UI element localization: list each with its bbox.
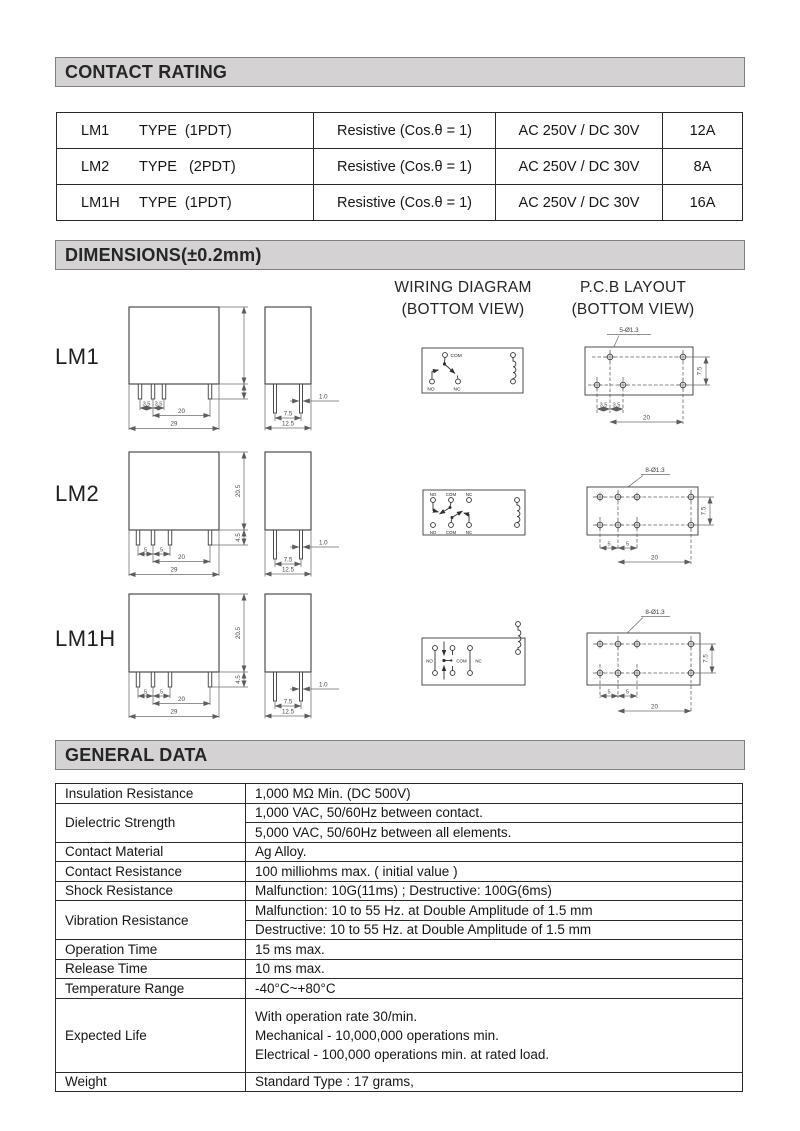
spec-value: 10 ms max. xyxy=(246,959,743,979)
wiring-diagram-subtitle: (BOTTOM VIEW) xyxy=(401,301,525,318)
side-dim-pitch: 7.5 xyxy=(283,556,293,564)
spec-label: Weight xyxy=(56,1072,246,1092)
spec-value-line: Electrical - 100,000 operations min. at rated load. xyxy=(255,1046,550,1062)
table-row xyxy=(56,1072,743,1092)
spec-label: Vibration Resistance xyxy=(56,901,246,940)
pcb-hole-callout: 5-Ø1.3 xyxy=(619,327,639,334)
spec-value-group xyxy=(246,998,743,1072)
table-row xyxy=(56,803,743,823)
front-dim-c: 20 xyxy=(178,554,185,561)
pcb-layout-header xyxy=(558,277,708,321)
lm1-side-view-drawing xyxy=(253,297,348,432)
pcb-dim-d: 7.5 xyxy=(696,366,704,376)
side-dim-pin-width: 1.0 xyxy=(319,539,328,547)
spec-value: Malfunction: 10G(11ms) ; Destructive: 100G(6ms) xyxy=(246,881,743,901)
section-header-dimensions xyxy=(55,240,745,270)
table-row xyxy=(56,998,743,1072)
cell-load: Resistive (Cos.θ = 1) xyxy=(314,113,496,149)
cell-type xyxy=(57,149,314,185)
model-label-lm2: LM2 xyxy=(55,481,100,506)
contact-rating-table xyxy=(56,112,743,221)
general-data-table xyxy=(55,783,743,1092)
lm1h-pcb-layout xyxy=(573,600,748,722)
spec-label: Expected Life xyxy=(56,998,246,1072)
spec-value: 15 ms max. xyxy=(246,940,743,960)
table-row xyxy=(56,901,743,921)
lm2-wiring-diagram xyxy=(417,485,535,543)
pcb-dim-d: 7.5 xyxy=(700,506,708,516)
front-dim-d: 29 xyxy=(170,566,178,574)
side-dim-depth: 12.5 xyxy=(281,566,295,574)
lm1h-side-view-drawing xyxy=(253,585,348,720)
pcb-dim-c: 20 xyxy=(643,414,650,422)
pcb-layout-title: P.C.B LAYOUT xyxy=(579,279,687,296)
spec-label: Operation Time xyxy=(56,940,246,960)
spec-label: Shock Resistance xyxy=(56,881,246,901)
cell-load: Resistive (Cos.θ = 1) xyxy=(314,149,496,185)
section-title-general-data: GENERAL DATA xyxy=(65,744,208,765)
pcb-dim-b: 5 xyxy=(625,689,630,696)
side-dim-pitch: 7.5 xyxy=(283,410,293,418)
model-type: TYPE (2PDT) xyxy=(139,158,236,175)
pcb-dim-a: 5 xyxy=(607,541,611,548)
front-dim-b: 5 xyxy=(159,547,164,554)
pcb-hole-callout: 8-Ø1.3 xyxy=(645,467,665,474)
table-row xyxy=(56,959,743,979)
section-title-contact-rating: CONTACT RATING xyxy=(65,61,228,82)
front-dim-h2: 4.5 xyxy=(235,675,242,684)
cell-current: 8A xyxy=(663,149,743,185)
pcb-hole-callout: 8-Ø1.3 xyxy=(645,609,665,616)
spec-label: Temperature Range xyxy=(56,979,246,999)
wiring-label-nc-top: NC xyxy=(465,492,473,497)
wiring-label-com: COM xyxy=(456,658,467,664)
lm1h-wiring-diagram xyxy=(417,610,535,690)
spec-value: 100 milliohms max. ( initial value ) xyxy=(246,862,743,882)
side-dim-pitch: 7.5 xyxy=(283,698,293,706)
spec-label: Dielectric Strength xyxy=(56,803,246,842)
front-dim-b: 5 xyxy=(159,689,164,696)
spec-value: Malfunction: 10 to 55 Hz. at Double Amplitude of 1.5 mm xyxy=(246,901,743,921)
pcb-dim-c: 20 xyxy=(651,554,658,562)
spec-value: 1,000 VAC, 50/60Hz between contact. xyxy=(246,803,743,823)
wiring-label-no: NO xyxy=(427,387,435,393)
front-dim-h: 20.5 xyxy=(235,484,242,498)
section-header-general-data xyxy=(55,740,745,770)
spec-value: Standard Type : 17 grams, xyxy=(246,1072,743,1092)
side-dim-depth: 12.5 xyxy=(281,708,295,716)
side-dim-depth: 12.5 xyxy=(281,420,295,428)
spec-value: Ag Alloy. xyxy=(246,842,743,862)
table-row xyxy=(56,881,743,901)
cell-current: 16A xyxy=(663,185,743,221)
front-dim-c: 20 xyxy=(178,696,185,703)
table-row xyxy=(56,862,743,882)
pcb-dim-a: 5 xyxy=(607,689,611,696)
contact-rating-row-lm1 xyxy=(57,113,743,149)
wiring-label-nc: NC xyxy=(475,658,482,664)
wiring-label-no: NO xyxy=(426,658,433,664)
lm2-pcb-layout xyxy=(573,458,748,572)
front-dim-d: 29 xyxy=(170,708,178,716)
wiring-label-no-top: NO xyxy=(429,492,437,497)
spec-value: 5,000 VAC, 50/60Hz between all elements. xyxy=(246,823,743,843)
front-dim-h2: 4.5 xyxy=(235,533,242,542)
section-header-contact-rating xyxy=(55,57,745,87)
cell-voltage: AC 250V / DC 30V xyxy=(496,113,663,149)
cell-current: 12A xyxy=(663,113,743,149)
lm2-front-view-drawing xyxy=(115,443,255,578)
section-title-dimensions: DIMENSIONS(±0.2mm) xyxy=(65,244,262,265)
cell-load: Resistive (Cos.θ = 1) xyxy=(314,185,496,221)
table-row xyxy=(56,784,743,804)
pcb-layout-subtitle: (BOTTOM VIEW) xyxy=(571,301,695,318)
wiring-diagram-title: WIRING DIAGRAM xyxy=(394,279,532,296)
side-dim-pin-width: 1.0 xyxy=(319,681,328,689)
wiring-diagram-header xyxy=(383,277,543,321)
front-dim-b: 3.5 xyxy=(154,401,163,408)
pcb-dim-c: 20 xyxy=(651,703,658,711)
pcb-dim-b: 5 xyxy=(625,541,630,548)
table-row xyxy=(56,979,743,999)
cell-voltage: AC 250V / DC 30V xyxy=(496,185,663,221)
spec-value: -40°C~+80°C xyxy=(246,979,743,999)
model-name: LM1H xyxy=(81,194,120,211)
spec-label: Release Time xyxy=(56,959,246,979)
model-label-lm1h: LM1H xyxy=(55,626,116,651)
front-dim-a: 3.5 xyxy=(142,401,151,408)
lm1-front-view-drawing xyxy=(115,297,255,432)
model-label-lm1: LM1 xyxy=(55,344,100,369)
pcb-dim-d: 7.5 xyxy=(702,654,710,663)
front-dim-a: 5 xyxy=(143,547,148,554)
wiring-label-no-bottom: NO xyxy=(429,529,437,535)
contact-rating-row-lm1h xyxy=(57,185,743,221)
spec-value-line: Mechanical - 10,000,000 operations min. xyxy=(255,1027,499,1043)
table-row xyxy=(56,842,743,862)
cell-type xyxy=(57,113,314,149)
model-type: TYPE (1PDT) xyxy=(139,122,232,139)
wiring-label-com: COM xyxy=(450,354,462,359)
spec-label: Contact Material xyxy=(56,842,246,862)
lm1-pcb-layout xyxy=(573,318,748,432)
spec-label: Insulation Resistance xyxy=(56,784,246,804)
lm1-wiring-diagram xyxy=(417,342,535,398)
lm1h-front-view-drawing xyxy=(115,585,255,720)
wiring-label-nc: NC xyxy=(453,387,461,393)
model-type: TYPE (1PDT) xyxy=(139,194,232,211)
wiring-label-com-top: COM xyxy=(445,492,457,497)
wiring-label-com-bottom: COM xyxy=(445,529,457,535)
front-dim-h: 20.5 xyxy=(235,626,242,640)
pcb-dim-a: 3.5 xyxy=(599,402,608,409)
table-row xyxy=(56,940,743,960)
model-name: LM2 xyxy=(81,158,110,175)
cell-type xyxy=(57,185,314,221)
pcb-dim-b: 3.5 xyxy=(612,402,621,409)
front-dim-c: 20 xyxy=(178,408,185,415)
spec-value: Destructive: 10 to 55 Hz. at Double Amplitude of 1.5 mm xyxy=(246,920,743,940)
model-name: LM1 xyxy=(81,122,110,139)
spec-label: Contact Resistance xyxy=(56,862,246,882)
cell-voltage: AC 250V / DC 30V xyxy=(496,149,663,185)
lm2-side-view-drawing xyxy=(253,443,348,578)
front-dim-d: 29 xyxy=(170,420,178,428)
side-dim-pin-width: 1.0 xyxy=(319,393,328,401)
front-dim-a: 5 xyxy=(143,689,148,696)
wiring-label-nc-bottom: NC xyxy=(465,529,473,535)
spec-value-line: With operation rate 30/min. xyxy=(255,1008,418,1024)
spec-value: 1,000 MΩ Min. (DC 500V) xyxy=(246,784,743,804)
contact-rating-row-lm2 xyxy=(57,149,743,185)
